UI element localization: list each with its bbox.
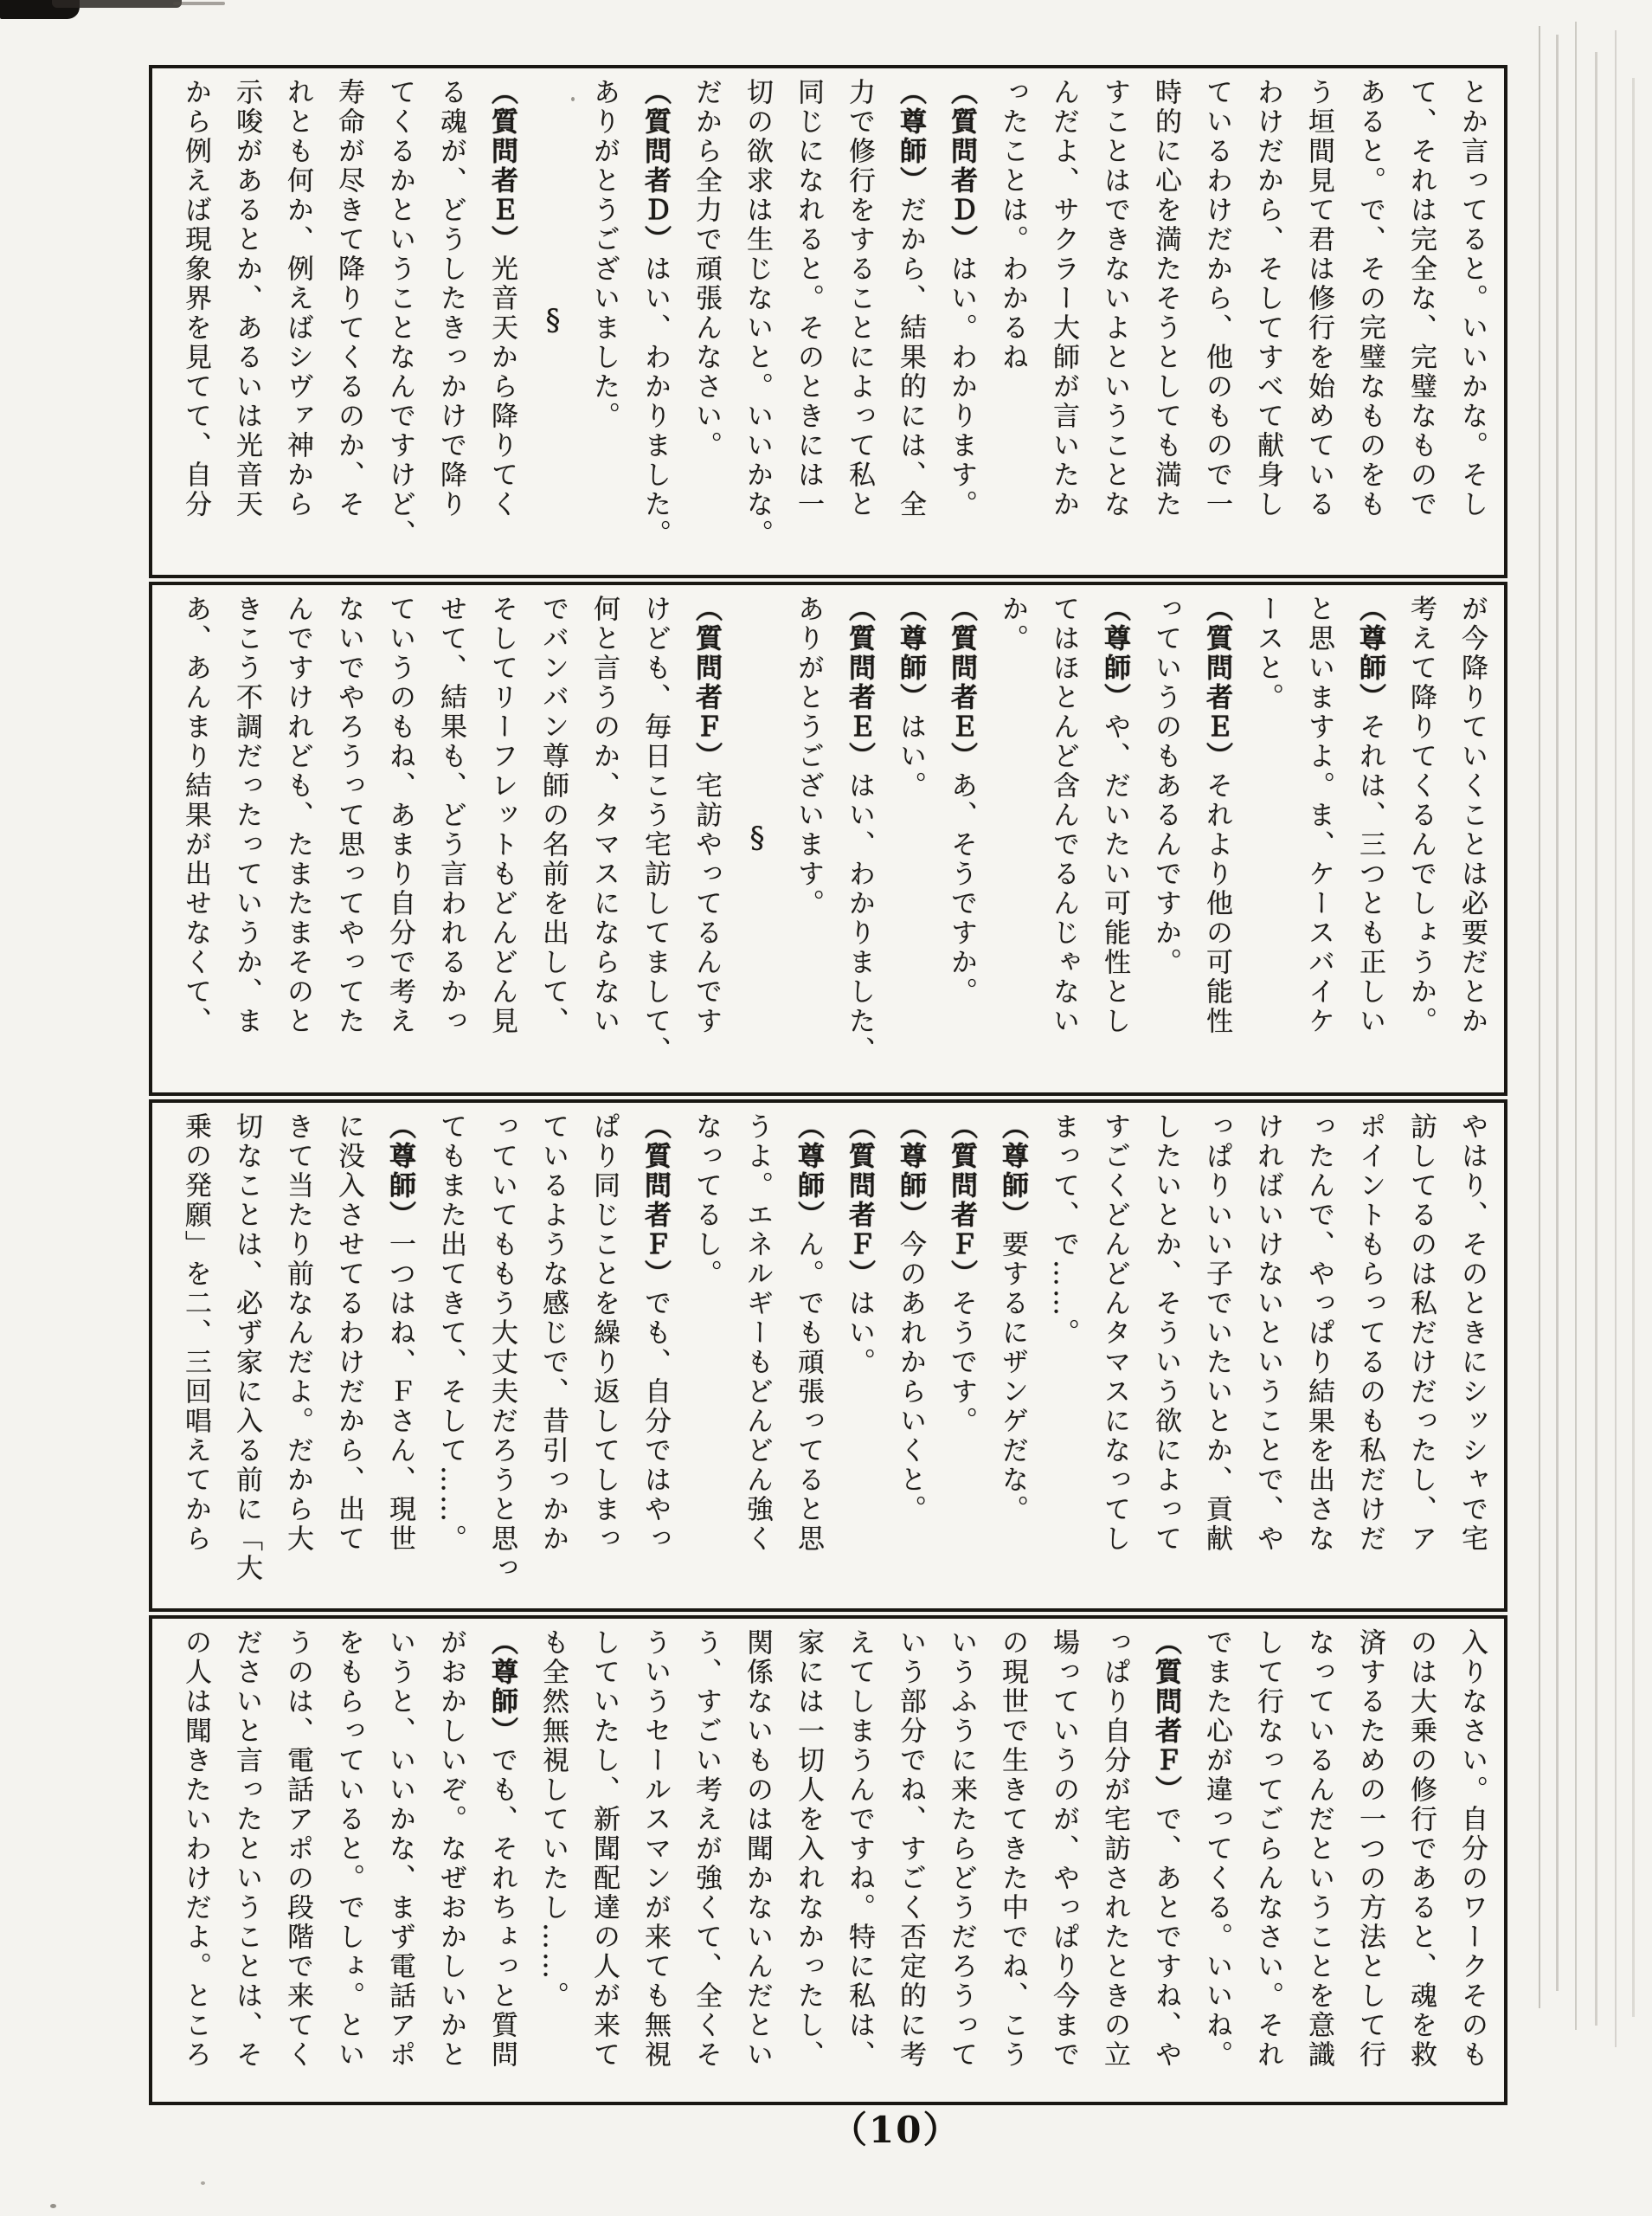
- text-column: そしてリーフレットもどんどん見: [486, 595, 517, 1036]
- text-column: る魂が、どうしたきっかけで降り: [435, 78, 466, 519]
- text-column: 乗の発願」を二、三回唱えてから: [180, 1112, 211, 1554]
- scan-smudge-top-left: [0, 0, 80, 19]
- text-band-2: [149, 582, 1507, 1096]
- speaker-label: （尊師）: [997, 1112, 1028, 1230]
- text-column: いう部分でね、すごく否定的に考: [895, 1628, 926, 2070]
- text-column: あると。で、その完璧なものをも: [1354, 78, 1385, 519]
- page-number: （10）: [831, 2109, 961, 2151]
- text-band-4: [149, 1615, 1507, 2105]
- text-column: （質問者Ｄ）はい、わかりました。: [640, 78, 671, 549]
- text-column: （尊師）ん。でも頑張ってると思: [793, 1112, 824, 1554]
- text-column: §: [536, 303, 570, 340]
- text-column: なっているんだということを意識: [1303, 1628, 1334, 2070]
- text-column: （質問者Ｆ）で、あとですね、や: [1150, 1628, 1181, 2070]
- text-column: （質問者Ｆ）でも、自分ではやっ: [640, 1112, 671, 1554]
- speaker-label: （尊師）: [1099, 595, 1130, 712]
- scan-edge-line: [1539, 26, 1540, 2008]
- text-column: きて当たり前なんだよ。だから大: [282, 1112, 313, 1554]
- text-column: （質問者Ｅ）それより他の可能性: [1201, 595, 1232, 1036]
- text-column: ったことは。わかるね: [997, 78, 1028, 372]
- text-column: ぱり同じことを繰り返してしまっ: [588, 1112, 620, 1554]
- text-column: う、すごい考えが強くて、全くそ: [691, 1628, 722, 2070]
- text-column: （尊師）要するにザンゲだな。: [997, 1112, 1028, 1524]
- speaker-label: （尊師）: [895, 1112, 926, 1230]
- speaker-label: （質問者Ｅ）: [486, 78, 517, 254]
- text-column: 入りなさい。自分のワークそのも: [1456, 1628, 1488, 2070]
- text-column: （尊師）だから、結果的には、全: [895, 78, 926, 519]
- text-column: していたし、新聞配達の人が来て: [588, 1628, 620, 2070]
- text-column: んですけれども、たまたまそのと: [282, 595, 313, 1036]
- text-band-4-columns: [159, 1628, 1497, 2092]
- text-column: でバンバン尊師の名前を出して、: [537, 595, 569, 1036]
- text-column: あ、あんまり結果が出せなくて、: [180, 595, 211, 1036]
- text-column: せて、結果も、どう言われるかっ: [435, 595, 466, 1036]
- text-column: 済するための一つの方法として行: [1354, 1628, 1385, 2070]
- text-column: （尊師）それは、三つとも正しい: [1354, 595, 1385, 1036]
- text-column: すごくどんどんタマスになってし: [1099, 1112, 1130, 1554]
- text-column: 考えて降りてくるんでしょうか。: [1405, 595, 1437, 1036]
- text-column: （尊師）や、だいたい可能性とし: [1099, 595, 1130, 1036]
- scan-edge-line: [1595, 52, 1597, 2026]
- text-column: っぱりいい子でいたいとか、貢献: [1201, 1112, 1232, 1554]
- speaker-label: （質問者Ｄ）: [640, 78, 671, 254]
- speaker-label: （質問者Ｆ）: [640, 1112, 671, 1289]
- text-column: 家には一切人を入れなかったし、: [793, 1628, 824, 2070]
- text-column: も全然無視していたし……。: [537, 1628, 569, 2011]
- text-column: ースと。: [1252, 595, 1283, 712]
- text-column: わけだから、そしてすべて献身し: [1252, 78, 1283, 519]
- speaker-label: （質問者Ｆ）: [691, 595, 722, 771]
- speaker-label: （質問者Ｅ）: [946, 595, 977, 771]
- text-column: 場っていうのが、やっぱり今まで: [1048, 1628, 1079, 2070]
- text-column: §: [740, 820, 775, 858]
- text-column: てはほとんど含んでるんじゃない: [1048, 595, 1079, 1036]
- text-band-1-columns: [159, 78, 1497, 565]
- text-column: （質問者Ｆ）はい。: [844, 1112, 875, 1377]
- text-column: れとも何か、例えばシヴァ神から: [282, 78, 313, 519]
- speaker-label: （質問者Ｄ）: [946, 78, 977, 254]
- text-column: ったんで、やっぱり結果を出さな: [1303, 1112, 1334, 1554]
- text-band-stack: [149, 65, 1507, 2105]
- text-column: の現世で生きてきた中でね、こう: [997, 1628, 1028, 2070]
- speaker-label: （尊師）: [1354, 595, 1385, 712]
- text-column: きこう不調だったっていうか、ま: [231, 595, 262, 1036]
- text-column: ているような感じで、昔引っかか: [537, 1112, 569, 1554]
- text-column: ありがとうございます。: [793, 595, 824, 918]
- speaker-label: （質問者Ｅ）: [1201, 595, 1232, 771]
- text-column: とか言ってると。いいかな。そし: [1456, 78, 1488, 519]
- text-column: が今降りていくことは必要だとか: [1456, 595, 1488, 1036]
- text-column: 訪してるのは私だけだったし、ア: [1405, 1112, 1437, 1554]
- speaker-label: （尊師）: [895, 78, 926, 196]
- text-column: なってるし。: [691, 1112, 722, 1289]
- text-column: えてしまうんですね。特に私は、: [844, 1628, 875, 2070]
- text-column: したいとか、そういう欲によって: [1150, 1112, 1181, 1554]
- text-column: （尊師）一つはね、Ｆさん、現世: [384, 1112, 415, 1554]
- speaker-label: （尊師）: [895, 595, 926, 712]
- text-column: ないでやろうって思ってやってた: [333, 595, 364, 1036]
- text-column: （質問者Ｄ）はい。わかります。: [946, 78, 977, 519]
- text-column: がおかしいぞ。なぜおかしいかと: [435, 1628, 466, 2070]
- text-column: て、それは完全な、完璧なもので: [1405, 78, 1437, 519]
- text-band-3: [149, 1099, 1507, 1612]
- speaker-label: （尊師）: [384, 1112, 415, 1230]
- text-column: うのは、電話アポの段階で来てく: [282, 1628, 313, 2070]
- scan-edge-line: [1615, 30, 1617, 2047]
- text-column: （尊師）今のあれからいくと。: [895, 1112, 926, 1524]
- text-column: 力で修行をすることによって私と: [844, 78, 875, 519]
- text-column: っていてももう大丈夫だろうと思っ: [486, 1112, 517, 1583]
- text-column: 切の欲求は生じないと。いいかな。: [742, 78, 773, 549]
- text-column: 関係ないものは聞かないんだとい: [742, 1628, 773, 2070]
- text-column: ありがとうございました。: [588, 78, 620, 431]
- text-column: と思いますよ。ま、ケースバイケ: [1303, 595, 1334, 1036]
- text-column: ういうセールスマンが来ても無視: [640, 1628, 671, 2070]
- scan-edge-line: [1575, 22, 1577, 2030]
- speaker-label: （質問者Ｆ）: [946, 1112, 977, 1289]
- text-column: っぱり自分が宅訪されたときの立: [1099, 1628, 1130, 2070]
- text-column: すことはできないよということな: [1099, 78, 1130, 519]
- text-column: でまた心が違ってくる。いいね。: [1201, 1628, 1232, 2070]
- text-column: てくるかということなんですけど、: [384, 78, 415, 549]
- text-column: やはり、そのときにシッシャで宅: [1456, 1112, 1488, 1554]
- text-column: （尊師）でも、それちょっと質問: [486, 1628, 517, 2070]
- speaker-label: （質問者Ｆ）: [844, 1112, 875, 1289]
- scan-edge-line: [1632, 78, 1635, 2017]
- text-column: （質問者Ｆ）宅訪やってるんです: [691, 595, 722, 1036]
- text-column: 切なことは、必ず家に入る前に「大: [231, 1112, 262, 1583]
- scan-smudge-top-left-2: [52, 0, 182, 8]
- text-band-2-columns: [159, 595, 1497, 1083]
- text-column: ければいけないということで、や: [1252, 1112, 1283, 1554]
- text-column: うよ。エネルギーもどんどん強く: [742, 1112, 773, 1554]
- text-column: う垣間見て君は修行を始めている: [1303, 78, 1334, 519]
- text-column: 時的に心を満たそうとしても満た: [1150, 78, 1181, 519]
- scan-edge-line: [1556, 35, 1559, 1991]
- text-column: 同じになれると。そのときには一: [793, 78, 824, 519]
- text-column: 何と言うのか、タマスにならない: [588, 595, 620, 1036]
- text-column: だから全力で頑張んなさい。: [691, 78, 722, 461]
- scan-speck: [50, 2204, 56, 2208]
- text-column: （尊師）はい。: [895, 595, 926, 801]
- text-band-1: [149, 65, 1507, 578]
- text-band-3-columns: [159, 1112, 1497, 1599]
- speaker-label: （質問者Ｅ）: [844, 595, 875, 771]
- text-column: のは大乗の修行であると、魂を救: [1405, 1628, 1437, 2070]
- text-column: ださいと言ったということは、そ: [231, 1628, 262, 2070]
- text-column: か。: [997, 595, 1028, 654]
- text-column: の人は聞きたいわけだよ。ところ: [180, 1628, 211, 2070]
- text-column: てもまた出てきて、そして……。: [435, 1112, 466, 1554]
- text-column: けども、毎日こう宅訪してまして、: [640, 595, 671, 1066]
- text-column: 寿命が尽きて降りてくるのか、そ: [333, 78, 364, 519]
- text-column: から例えば現象界を見てて、自分: [180, 78, 211, 519]
- text-column: （質問者Ｅ）あ、そうですか。: [946, 595, 977, 1007]
- speaker-label: （尊師）: [793, 1112, 824, 1230]
- text-column: いうと、いいかな、まず電話アポ: [384, 1628, 415, 2070]
- speaker-label: （尊師）: [486, 1628, 517, 1746]
- text-column: んだよ、サクラー大師が言いたか: [1048, 78, 1079, 519]
- text-column: ているわけだから、他のもので一: [1201, 78, 1232, 519]
- text-column: っていうのもあるんですか。: [1150, 595, 1181, 977]
- text-column: 示唆があるとか、あるいは光音天: [231, 78, 262, 519]
- speaker-label: （質問者Ｆ）: [1150, 1628, 1181, 1805]
- text-column: をもらっていると。でしょ。とい: [333, 1628, 364, 2070]
- text-column: ポイントもらってるのも私だけだ: [1354, 1112, 1385, 1554]
- text-column: ていうのもね、あまり自分で考え: [384, 595, 415, 1036]
- text-column: して行なってごらんなさい。それ: [1252, 1628, 1283, 2070]
- scan-speck: [201, 2181, 205, 2185]
- text-column: （質問者Ｅ）はい、わかりました、: [844, 595, 875, 1066]
- text-column: に没入させてるわけだから、出て: [333, 1112, 364, 1554]
- text-column: いうふうに来たらどうだろうって: [946, 1628, 977, 2070]
- text-column: （質問者Ｅ）光音天から降りてく: [486, 78, 517, 519]
- text-column: まって、で……。: [1048, 1112, 1079, 1348]
- scan-smudge-top-left-3: [173, 2, 225, 5]
- text-column: （質問者Ｆ）そうです。: [946, 1112, 977, 1436]
